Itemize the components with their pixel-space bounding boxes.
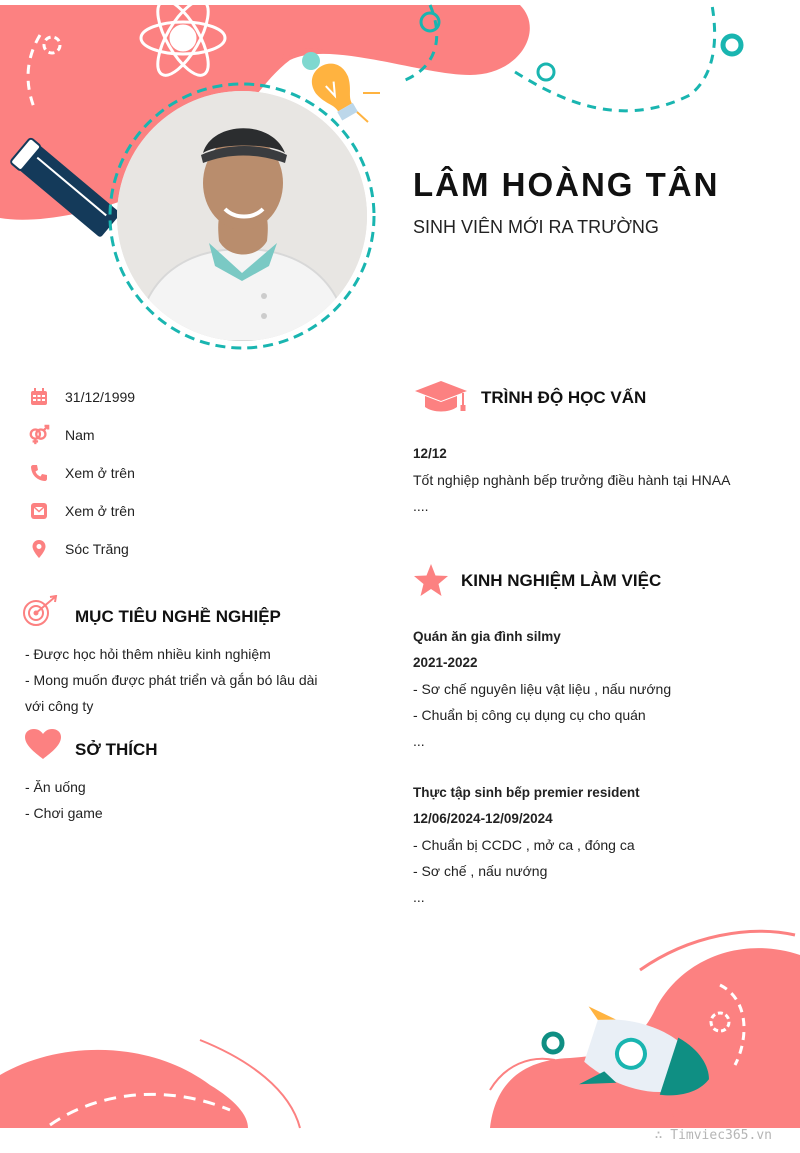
candidate-name: LÂM HOÀNG TÂN	[413, 166, 720, 203]
job-period: 12/06/2024-12/09/2024	[413, 811, 553, 826]
objective-line: - Được học hỏi thêm nhiều kinh nghiệm	[25, 646, 271, 662]
job-company: Thực tập sinh bếp premier resident	[413, 785, 640, 800]
candidate-title: SINH VIÊN MỚI RA TRƯỜNG	[413, 217, 659, 237]
job-task: - Sơ chế , nấu nướng	[413, 863, 548, 879]
gender-value: Nam	[65, 427, 95, 443]
objective-text	[25, 641, 355, 719]
job-task: ...	[413, 733, 425, 749]
education-grade: 12/12	[413, 446, 447, 461]
location-value: Sóc Trăng	[65, 541, 129, 557]
job-company: Quán ăn gia đình silmy	[413, 629, 561, 644]
heart-icon	[24, 728, 62, 765]
birthdate-value: 31/12/1999	[65, 389, 136, 405]
graduation-cap-icon	[413, 380, 469, 419]
education-detail: Tốt nghiệp nghành bếp trưởng điều hành tại HNAA	[413, 472, 731, 488]
objective-line: - Mong muốn được phát triển và gắn bó lâu dài	[25, 672, 318, 688]
info-phone	[28, 461, 135, 485]
education-more: ....	[413, 498, 429, 514]
location-pin-icon	[28, 538, 50, 560]
info-location	[28, 537, 129, 561]
info-email	[28, 499, 135, 523]
experience-job	[413, 624, 783, 754]
education-content	[413, 441, 783, 519]
job-task: - Chuẩn bị công cụ dụng cụ cho quán	[413, 707, 646, 723]
job-period: 2021-2022	[413, 655, 478, 670]
email-icon	[28, 500, 50, 522]
objective-line: với công ty	[25, 698, 94, 714]
experience-job	[413, 780, 783, 910]
job-task: - Chuẩn bị CCDC , mở ca , đóng ca	[413, 837, 635, 853]
objective-heading: MỤC TIÊU NGHỀ NGHIỆP	[75, 607, 281, 626]
gender-icon	[28, 424, 50, 446]
calendar-icon	[28, 386, 50, 408]
info-birthdate	[28, 385, 135, 409]
job-task: - Sơ chế nguyên liệu vật liệu , nấu nướng	[413, 681, 672, 697]
site-watermark: ∴ Timviec365.vn	[654, 1128, 772, 1143]
star-icon	[413, 563, 449, 602]
phone-value: Xem ở trên	[65, 465, 135, 481]
target-icon	[22, 595, 58, 634]
job-task: ...	[413, 889, 425, 905]
hobby-item: - Ăn uống	[25, 779, 86, 795]
education-heading: TRÌNH ĐỘ HỌC VẤN	[481, 388, 647, 407]
profile-photo	[117, 91, 367, 341]
phone-icon	[28, 462, 50, 484]
hobbies-heading: SỞ THÍCH	[75, 740, 158, 759]
info-gender	[28, 423, 95, 447]
email-value: Xem ở trên	[65, 503, 135, 519]
experience-heading: KINH NGHIỆM LÀM VIỆC	[461, 571, 662, 590]
hobby-item: - Chơi game	[25, 805, 103, 821]
hobbies-text	[25, 774, 103, 826]
